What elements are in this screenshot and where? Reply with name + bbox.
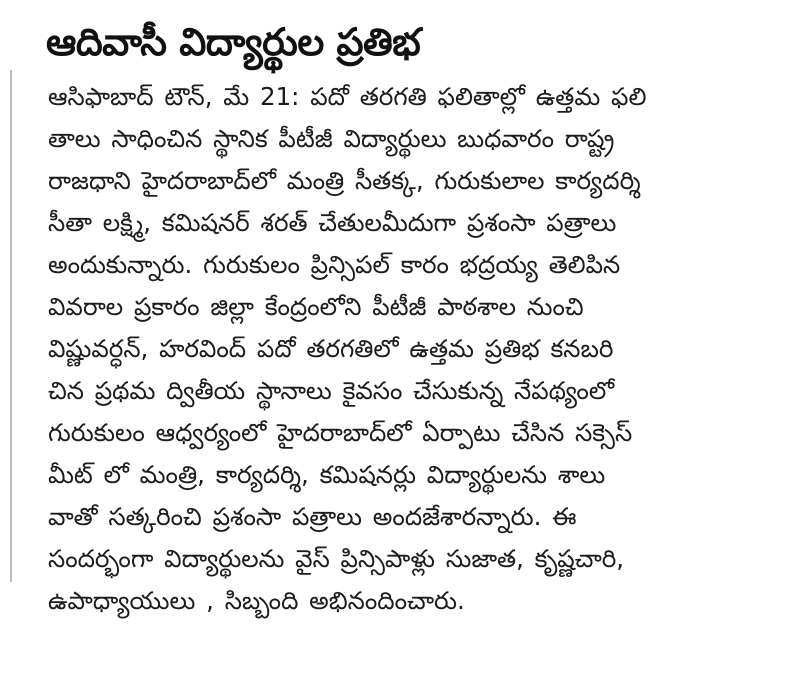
body-line: చిన ప్రథమ ద్వితీయ స్థానాలు కైవసం చేసుకున్న నేపథ్యంలో — [48, 376, 615, 405]
column-rule — [10, 70, 12, 582]
body-line: రాజధాని హైదరాబాద్‌లో మంత్రి సీతక్క, గురుకులాల కార్యదర్శి — [48, 166, 641, 195]
body-line: మీట్ లో మంత్రి, కార్యదర్శి, కమిషనర్లు విద్యార్థులను శాలు — [48, 460, 606, 489]
body-line: విష్ణువర్ధన్, హరవింద్ పదో తరగతిలో ఉత్తమ ప్రతిభ కనబరి — [48, 334, 614, 363]
body-line: వివరాల ప్రకారం జిల్లా కేంద్రంలోని పీటీజీ పాఠశాల నుంచి — [48, 292, 584, 321]
body-line: ఆసిఫాబాద్ టౌన్, మే 21: పదో తరగతి ఫలితాల్లో ఉత్తమ ఫలి — [48, 82, 647, 111]
body-line: తాలు సాధించిన స్థానిక పీటీజీ విద్యార్థులు బుధవారం రాష్ట్ర — [48, 124, 615, 153]
body-line: గురుకులం ఆధ్వర్యంలో హైదరాబాద్‌లో ఏర్పాటు చేసిన సక్సెస్ — [48, 418, 633, 447]
body-line: సందర్భంగా విద్యార్థులను వైస్ ప్రిన్సిపాళ్లు సుజాత, కృష్ణచారి, — [48, 544, 625, 573]
article-body — [48, 76, 774, 622]
body-line: అందుకున్నారు. గురుకులం ప్రిన్సిపల్ కారం భద్రయ్య తెలిపిన — [48, 250, 621, 279]
body-line: సీతా లక్ష్మి, కమిషనర్ శరత్ చేతులమీదుగా ప్రశంసా పత్రాలు — [48, 208, 617, 237]
body-line: ఉపాధ్యాయులు , సిబ్బంది అభినందించారు. — [48, 586, 465, 615]
headline: ఆదివాసీ విద్యార్థుల ప్రతిభ — [46, 20, 421, 64]
body-line: వాతో సత్కరించి ప్రశంసా పత్రాలు అందజేశారన్నారు. ఈ — [48, 502, 577, 531]
